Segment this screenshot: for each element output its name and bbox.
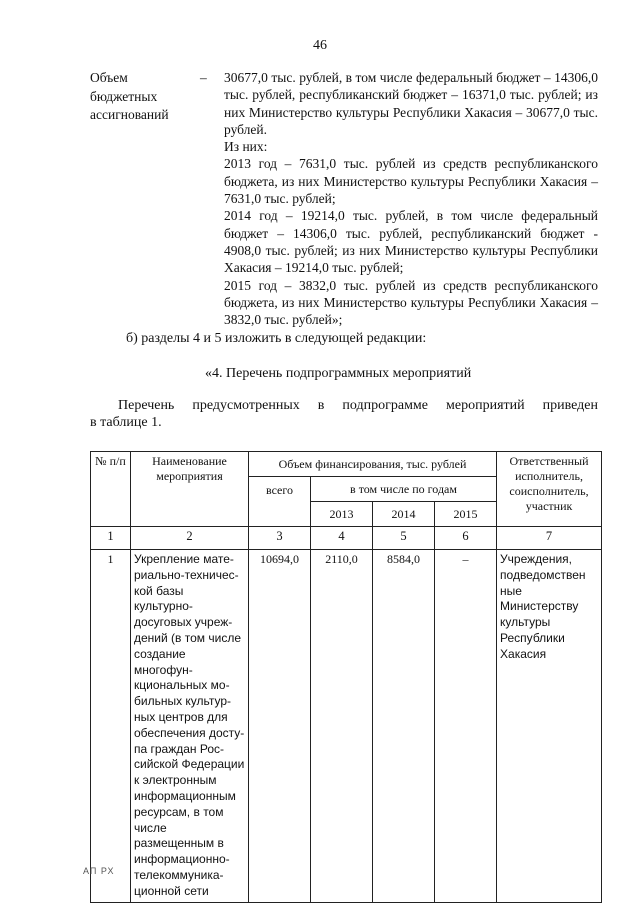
column-number: 1 [91, 527, 131, 550]
budget-dash: – [200, 70, 207, 85]
budget-paragraph: 2013 год – 7631,0 тыс. рублей из средств республиканского бюджета, из них Министерство культуры Республики Хакасия – 7631,0 тыс. рублей; [224, 156, 598, 207]
amendment-paragraph: б) разделы 4 и 5 изложить в следующей редакции: [126, 331, 427, 346]
header-name: Наименование мероприятия [131, 452, 249, 527]
budget-label: Объем бюджетных ассигнований [90, 70, 169, 122]
budget-paragraph: Из них: [224, 139, 268, 155]
column-number: 6 [435, 527, 497, 550]
header-year-2013: 2013 [311, 502, 373, 527]
table-row [91, 550, 602, 903]
intro-text [90, 397, 598, 431]
header-year-2014: 2014 [373, 502, 435, 527]
budget-paragraph: 2015 год – 3832,0 тыс. рублей из средств республиканского бюджета, из них Министерство культуры Республики Хакасия – 3832,0 тыс. рублей»; [224, 277, 598, 328]
header-num: № п/п [91, 452, 131, 527]
column-number: 7 [497, 527, 602, 550]
header-total: всего [249, 477, 311, 527]
column-number: 3 [249, 527, 311, 550]
row-num: 1 [91, 550, 131, 903]
header-by-years: в том числе по годам [311, 477, 497, 502]
section-heading: «4. Перечень подпрограммных мероприятий [205, 366, 472, 381]
footer-mark: АП РХ [83, 866, 115, 876]
header-funding: Объем финансирования, тыс. рублей [249, 452, 497, 477]
budget-text [224, 69, 598, 328]
row-executor: Учреждения, подведомствен ные Министерству культуры Республики Хакасия [497, 550, 602, 903]
header-executor: Ответственный исполнитель, соисполнитель, участник [497, 452, 602, 527]
events-table [90, 451, 602, 903]
row-total: 10694,0 [249, 550, 311, 903]
budget-paragraph: 30677,0 тыс. рублей, в том числе федеральный бюджет – 14306,0 тыс. рублей, республиканский бюджет – 16371,0 тыс. рублей; из них Министерство культуры Республики Хакасия – 30677,0 тыс. рублей. [224, 70, 598, 137]
column-number: 5 [373, 527, 435, 550]
row-2014: 8584,0 [373, 550, 435, 903]
intro-line: в таблице 1. [90, 415, 162, 430]
row-2015: – [435, 550, 497, 903]
row-event-name: Укрепление мате-риально-техничес-кой базы культурно-досуговых учреж-дений (в том числе создание многофун-кциональных мо-бильных культур-ных центров для обеспечения досту-па граждан Рос-сийской Федерации к электронным информационным ресурсам, в том числе размещенным в информационно-телекоммуника-ционной сети [131, 550, 249, 903]
budget-paragraph: 2014 год – 19214,0 тыс. рублей, в том числе федеральный бюджет – 14306,0 тыс. рублей, республиканский бюджет - 4908,0 тыс. рублей; из них Министерство культуры Республики Хакасия – 19214,0 тыс. рублей; [224, 208, 598, 276]
column-number: 4 [311, 527, 373, 550]
header-year-2015: 2015 [435, 502, 497, 527]
page-number: 46 [313, 38, 327, 53]
intro-line: Перечень предусмотренных в подпрограмме мероприятий приведен [118, 398, 598, 413]
column-number-row [91, 527, 602, 550]
column-number: 2 [131, 527, 249, 550]
row-2013: 2110,0 [311, 550, 373, 903]
